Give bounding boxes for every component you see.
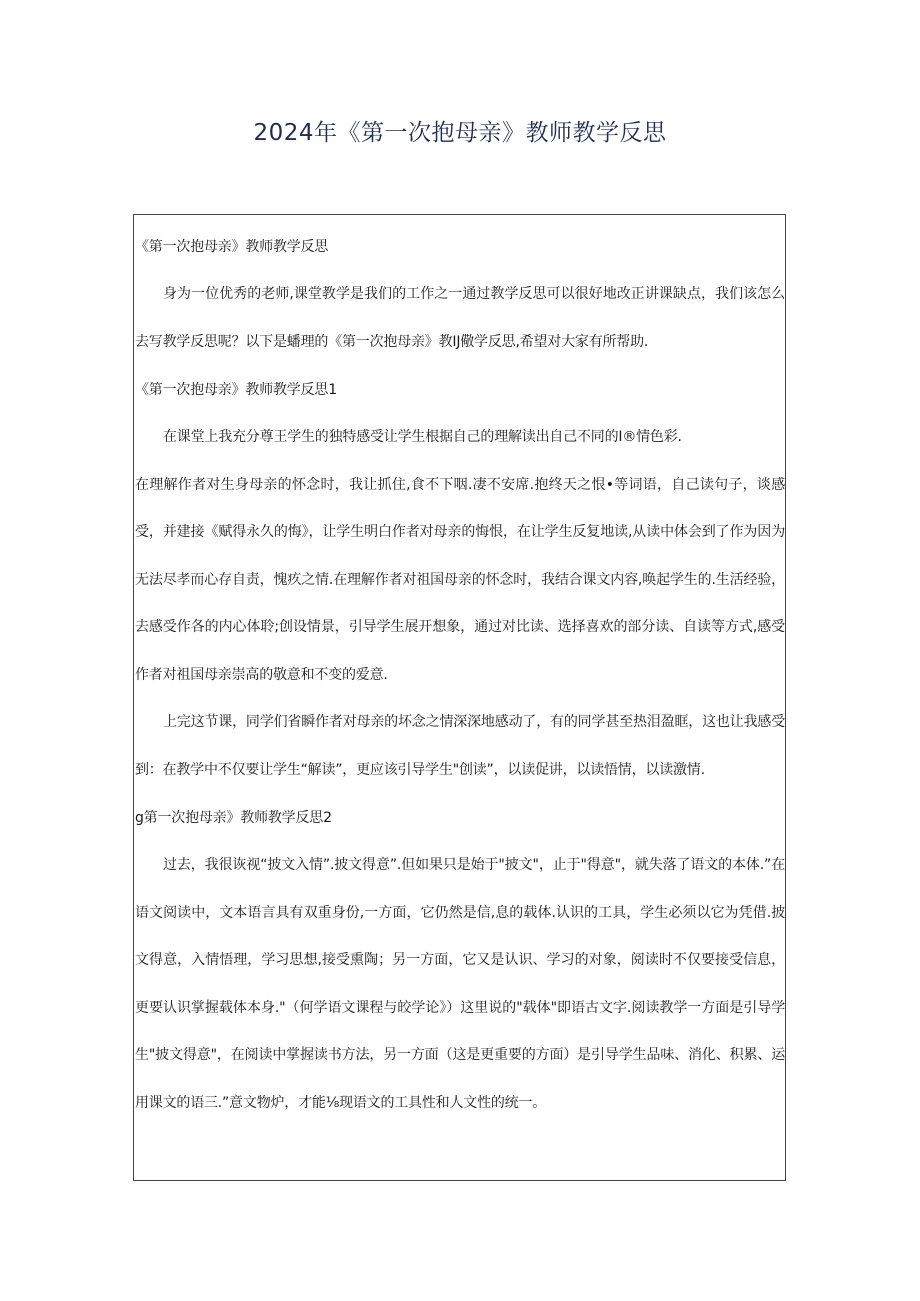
section-1-title: 《第一次抱母亲》教师教学反思1	[135, 382, 337, 398]
section-2-title: g第一次抱母亲》教师教学反思2	[135, 810, 332, 826]
document-title: 2024年《第一次抱母亲》教师教学反思	[253, 120, 667, 146]
intro-paragraph: 身为一位优秀的老师,课堂教学是我们的工作之一通过教学反思可以很好地改正讲课缺点，我们该怎么去写教学反思呢？以下是蟠理的《第一次抱母亲》教IJ儆学反思,希望对大家有所帮助.	[135, 286, 785, 350]
section-1-paragraph-1: 在课堂上我充分尊王学生的独特感受让学生根据自己的理解读出自己不同的I®情色彩.	[163, 429, 682, 445]
section-2-paragraph-1: 过去，我很诙视“披文入情”.披文得意”.但如果只是始于"披文"，止于"得意"，就失落了语文的本体.”在语文阅读中，文本语言具有双重身份,一方面，它仍然是信,息的载体.认识的工具，学生必须以它为凭借.披文得意，入情悟理，学习思想,接受熏陶；另一方面，它又是认识、学习的对象，阅读时不仅要接受信息，更要认识掌握载体本身."（何学语文课程与皎学论》）这里说的"载体"即语古文字.阅读教学一方面是引导学生"披文得意"，在阅读中掌握读书方法，另一方面（这是更重要的方面）是引导学生品味、消化、积累、运用课文的语三.”意文物炉，才能⅛现语文的工具性和人文性的统一。	[135, 857, 785, 1111]
section-1-paragraph-3: 上完这节课，同学们省瞬作者对母亲的坏念之情深深地感动了，有的同学甚至热泪盈眶，这也让我感受到：在教学中不仅要让学生“解读”，更应该引导学生"创读”，以读促讲，以读悟情，以读激情.	[135, 714, 785, 778]
section-1-paragraph-2: 在理解作者对生身母亲的怀念时，我让抓住,食不下咽.凄不安席.抱终天之恨•等词语，自己读句子，谈感受，并建接《赋得永久的悔》，让学生明白作者对母亲的悔恨，在让学生反复地读,从读中体会到了作为因为无法尽孝而心存自责，愧疚之情.在理解作者对祖国母亲的怀念时，我结合课文内容,唤起学生的.生活经验，去感受作各的内心体聆;创设情景，引导学生展开想象，通过对比读、选择喜欢的部分读、自读等方式,感受作者对祖国母亲崇高的敬意和不变的爱意.	[135, 476, 785, 683]
content-box	[133, 214, 786, 1181]
content-heading: 《第一次抱母亲》教师教学反思	[135, 239, 329, 255]
